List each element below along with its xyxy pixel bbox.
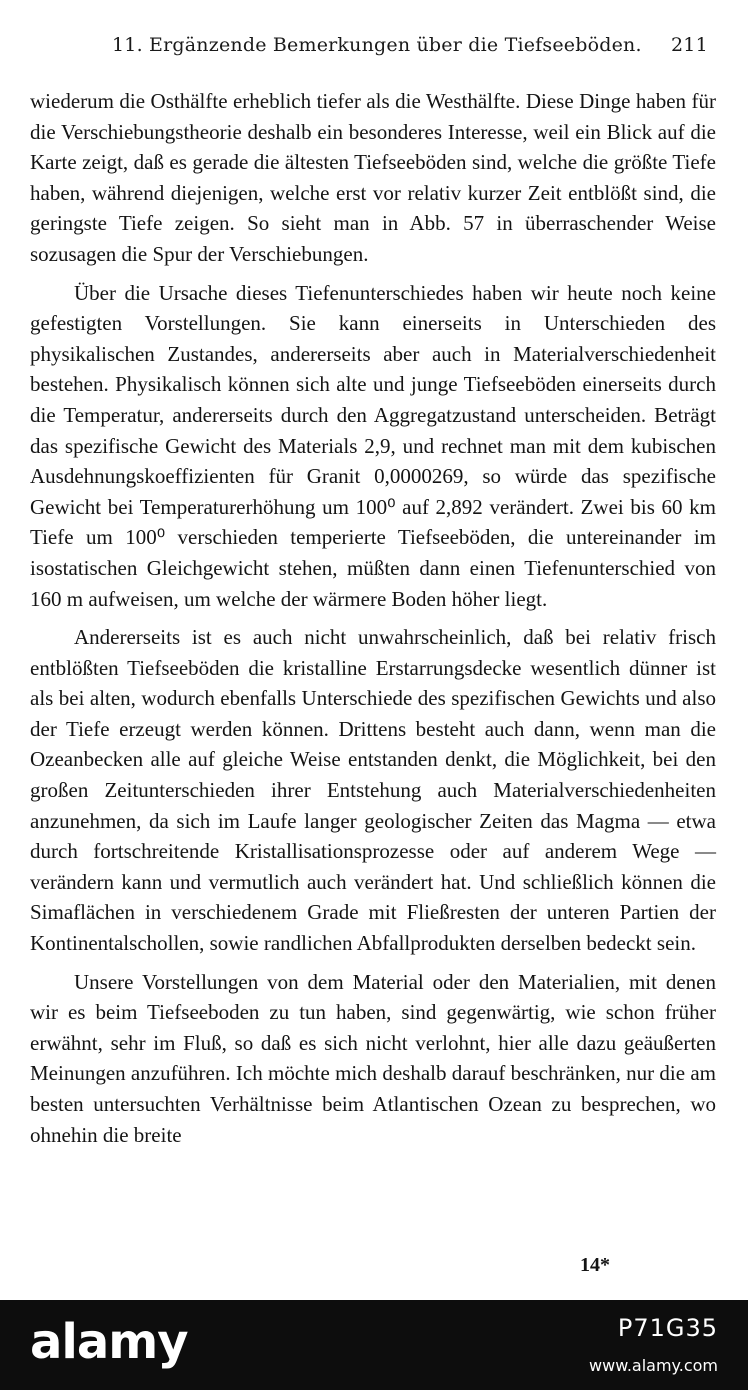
paragraph: Über die Ursache dieses Tiefenunterschiedes haben wir heute noch keine gefestigten Vorstellungen. Sie kann einerseits in Unterschieden des physikalischen Zustandes, andererseits aber auch in Materialverschiedenheit bestehen. Physikalisch können sich alte und junge Tiefseeböden einerseits durch die Temperatur, andererseits durch den Aggregatzustand unterscheiden. Beträgt das spezifische Gewicht des Materials 2,9, und rechnet man mit dem kubischen Ausdehnungskoeffizienten für Granit 0,0000269, so würde das spezifische Gewicht bei Temperaturerhöhung um 100⁰ auf 2,892 verändert. Zwei bis 60 km Tiefe um 100⁰ verschieden temperierte Tiefseeböden, die untereinander im isostatischen Gleichgewicht stehen, müßten dann einen Tiefenunterschied von 160 m aufweisen, um welche der wärmere Boden höher liegt.	[30, 280, 716, 611]
watermark-footer	[0, 1300, 748, 1390]
site-url: www.alamy.com	[589, 1356, 718, 1375]
image-id: P71G35	[617, 1314, 718, 1342]
paragraph: Unsere Vorstellungen von dem Material oder den Materialien, mit denen wir es beim Tiefseeboden zu tun haben, sind gegenwärtig, wie schon früher erwähnt, sehr im Fluß, so daß es sich nicht verlohnt, hier alle dazu geäußerten Meinungen anzuführen. Ich möchte mich deshalb darauf beschränken, nur die am besten untersuchten Verhältnisse beim Atlantischen Ozean zu besprechen, wo ohnehin die breite	[30, 969, 716, 1147]
page-header	[0, 30, 748, 64]
brand-logo: alamy	[30, 1314, 188, 1370]
page-number: 211	[671, 34, 708, 56]
body-text	[30, 86, 716, 1158]
paragraph: Andererseits ist es auch nicht unwahrscheinlich, daß bei relativ frisch entblößten Tiefseeböden die kristalline Erstarrungsdecke wesentlich dünner ist als bei alten, wodurch ebenfalls Unterschiede des spezifischen Gewichts und also der Tiefe erzeugt werden können. Drittens besteht auch dann, wenn man die Ozeanbecken alle auf gleiche Weise entstanden denkt, die Möglichkeit, bei den großen Zeitunterschieden ihrer Entstehung auch Materialverschiedenheiten anzunehmen, da sich im Laufe langer geologischer Zeiten das Magma — etwa durch fortschreitende Kristallisationsprozesse oder auf anderem Wege — verändern kann und vermutlich auch verändert hat. Und schließlich können die Simaflächen in verschiedenem Grade mit Fließresten der unteren Partien der Kontinentalschollen, sowie randlichen Abfallprodukten derselben bedeckt sein.	[30, 625, 716, 956]
running-title: 11. Ergänzende Bemerkungen über die Tiefseeböden.	[112, 34, 642, 56]
paragraph: wiederum die Osthälfte erheblich tiefer als die Westhälfte. Diese Dinge haben für die Verschiebungstheorie deshalb ein besonderes Interesse, weil ein Blick auf die Karte zeigt, daß es gerade die ältesten Tiefseeböden sind, welche die größte Tiefe haben, während diejenigen, welche erst vor relativ kurzer Zeit entblößt sind, die geringste Tiefe zeigen. So sieht man in Abb. 57 in überraschender Weise sozusagen die Spur der Verschiebungen.	[30, 89, 716, 266]
signature-mark: 14*	[580, 1254, 610, 1276]
